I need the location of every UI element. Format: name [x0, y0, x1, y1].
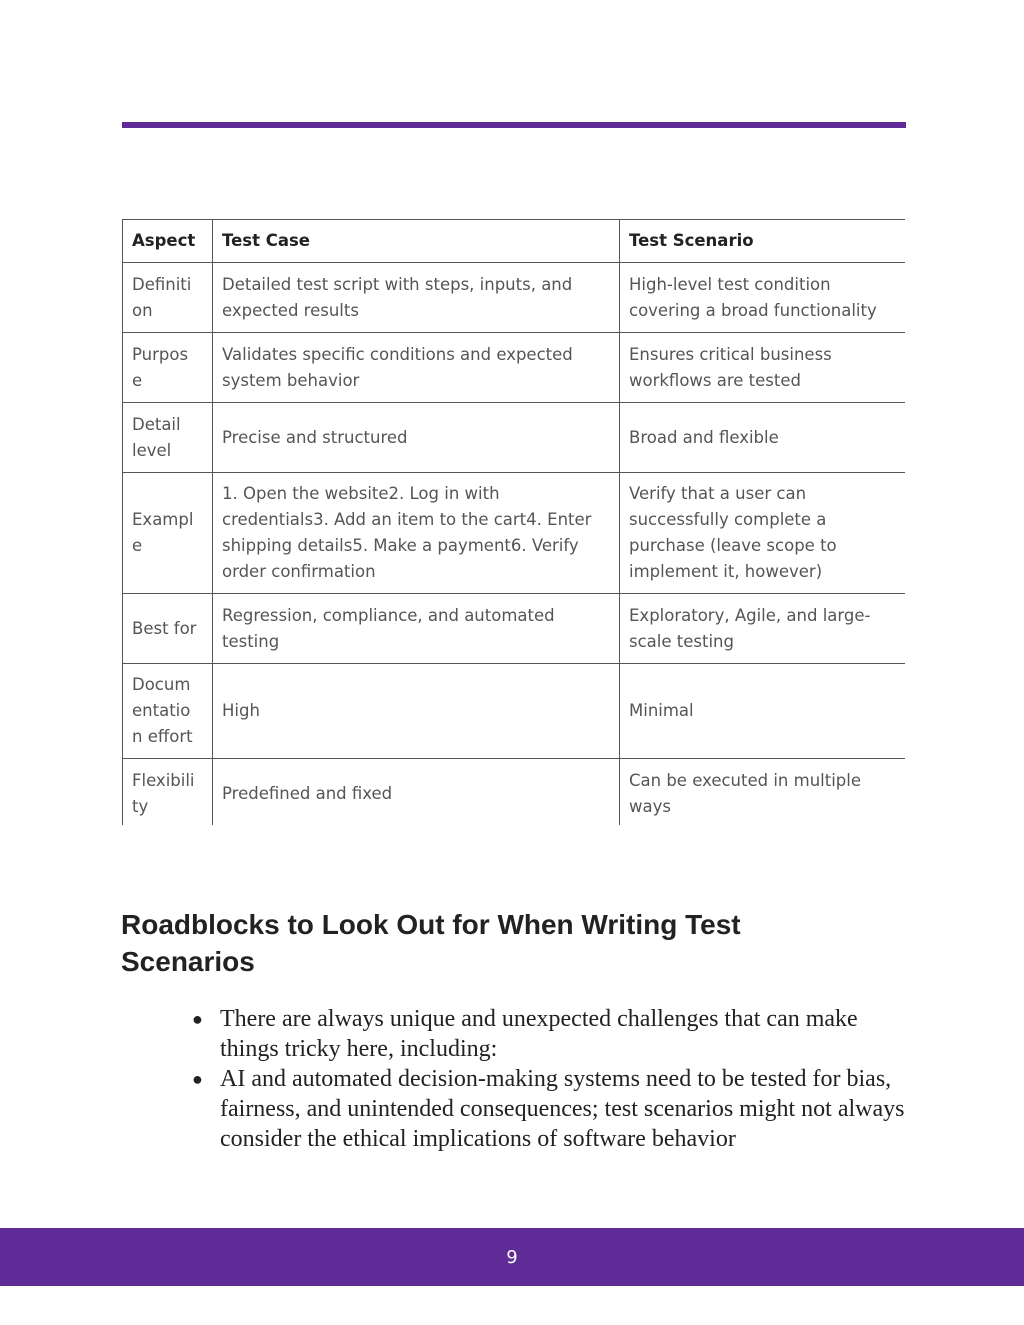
- bullet-icon: ●: [192, 1009, 203, 1029]
- row-test-case-cell: Detailed test script with steps, inputs, and expected results: [213, 263, 620, 333]
- table-row: [123, 263, 906, 333]
- section-heading: Roadblocks to Look Out for When Writing Test Scenarios: [121, 909, 741, 977]
- bullet-list: [190, 1004, 910, 1154]
- comparison-table-container: [122, 219, 905, 825]
- page-footer: [0, 1228, 1024, 1286]
- row-test-case-cell: Validates specific conditions and expected system behavior: [213, 333, 620, 403]
- row-aspect-cell: Detail level: [123, 403, 213, 473]
- row-aspect-cell: Exampl e: [123, 473, 213, 594]
- row-test-scenario-cell: Minimal: [620, 664, 906, 759]
- top-accent-rule: [122, 122, 906, 128]
- header-aspect: Aspect: [123, 220, 213, 263]
- header-test-case: Test Case: [213, 220, 620, 263]
- table-row: [123, 333, 906, 403]
- row-test-case-cell: Precise and structured: [213, 403, 620, 473]
- bullet-icon: ●: [192, 1069, 203, 1089]
- row-test-scenario-cell: Verify that a user can successfully complete a purchase (leave scope to implement it, however): [620, 473, 906, 594]
- row-aspect-cell: Flexibili ty: [123, 759, 213, 826]
- table-row: [123, 473, 906, 594]
- row-test-case-cell: 1. Open the website2. Log in with credentials3. Add an item to the cart4. Enter shipping details5. Make a payment6. Verify order confirmation: [213, 473, 620, 594]
- table-row: [123, 759, 906, 826]
- row-aspect-cell: Purpos e: [123, 333, 213, 403]
- row-aspect-cell: Best for: [123, 594, 213, 664]
- row-test-scenario-cell: Ensures critical business workflows are tested: [620, 333, 906, 403]
- row-test-scenario-cell: High-level test condition covering a broad functionality: [620, 263, 906, 333]
- row-test-scenario-cell: Can be executed in multiple ways: [620, 759, 906, 826]
- row-test-case-cell: Regression, compliance, and automated testing: [213, 594, 620, 664]
- table-row: [123, 664, 906, 759]
- bullet-text: There are always unique and unexpected challenges that can make things tricky here, including:: [220, 1006, 858, 1062]
- page-number: 9: [506, 1246, 518, 1268]
- row-test-scenario-cell: Exploratory, Agile, and large-scale testing: [620, 594, 906, 664]
- header-test-scenario: Test Scenario: [620, 220, 906, 263]
- row-test-scenario-cell: Broad and flexible: [620, 403, 906, 473]
- bullet-text: AI and automated decision-making systems need to be tested for bias, fairness, and unintended consequences; test scenarios might not always consider the ethical implications of software behavior: [220, 1066, 905, 1152]
- row-aspect-cell: Definiti on: [123, 263, 213, 333]
- table-row: [123, 403, 906, 473]
- row-aspect-cell: Docum entatio n effort: [123, 664, 213, 759]
- table-header-row: [123, 220, 906, 263]
- list-item: [190, 1064, 910, 1154]
- comparison-table: [122, 219, 905, 825]
- table-row: [123, 594, 906, 664]
- row-test-case-cell: High: [213, 664, 620, 759]
- list-item: [190, 1004, 910, 1064]
- row-test-case-cell: Predefined and fixed: [213, 759, 620, 826]
